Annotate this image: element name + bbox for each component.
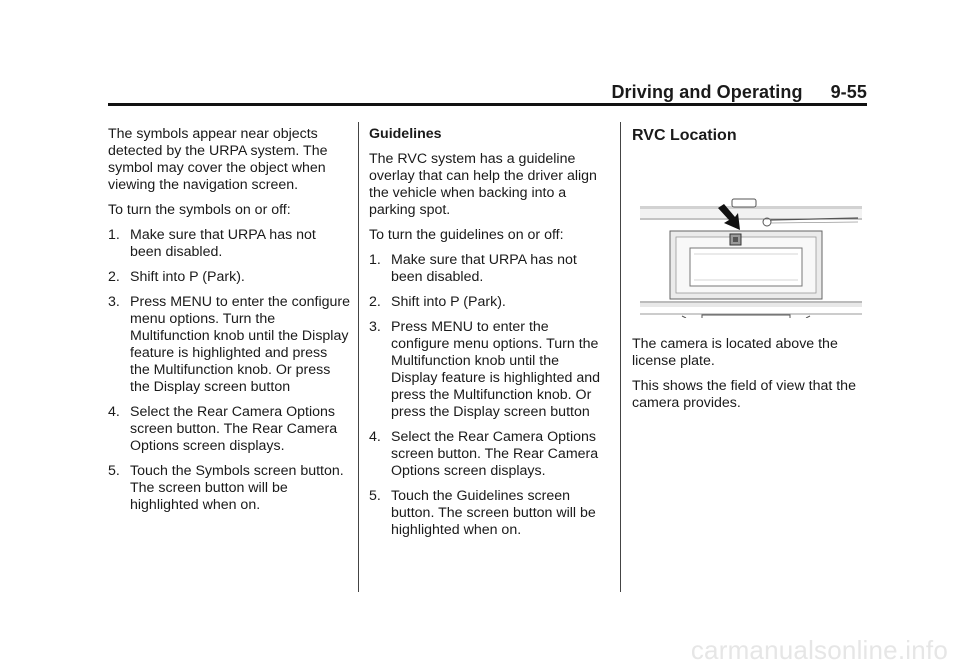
list-item: 1. Make sure that URPA has not been disabled. (369, 252, 577, 285)
symbols-lead: To turn the symbols on or off: (108, 202, 291, 218)
symbols-intro: The symbols appear near objects detected by the URPA system. The symbol may cover the object when viewing the navigation screen. (108, 126, 328, 193)
rear-camera-location-icon (632, 166, 862, 318)
guidelines-intro: The RVC system has a guideline overlay that can help the driver align the vehicle when backing into a parking spot. (369, 151, 597, 218)
list-item: 3. Press MENU to enter the configure menu options. Turn the Multifunction knob until the Display feature is highlighted and press the Multifunction knob. Or press the Display screen button (108, 294, 351, 395)
column-symbols (108, 126, 350, 522)
list-item: 2. Shift into P (Park). (369, 294, 506, 310)
symbols-steps (108, 227, 350, 514)
header-text (611, 82, 867, 103)
list-item: 3. Press MENU to enter the configure menu options. Turn the Multifunction knob until the Display feature is highlighted and press the Multifunction knob. Or press the Display screen button (369, 319, 601, 420)
header-section-title: Driving and Operating (611, 82, 803, 102)
list-item: 5. Touch the Guidelines screen button. The screen button will be highlighted when on. (369, 488, 596, 538)
list-item: 2. Shift into P (Park). (108, 269, 245, 285)
watermark: carmanualsonline.info (690, 635, 948, 665)
list-item: 5. Touch the Symbols screen button. The screen button will be highlighted when on. (108, 463, 344, 513)
column-divider-2 (620, 122, 621, 592)
guidelines-lead: To turn the guidelines on or off: (369, 227, 564, 243)
list-item: 4. Select the Rear Camera Options screen button. The Rear Camera Options screen displays. (369, 429, 599, 479)
guidelines-steps (369, 252, 609, 539)
list-item: 4. Select the Rear Camera Options screen button. The Rear Camera Options screen displays. (108, 404, 338, 454)
list-item: 1. Make sure that URPA has not been disabled. (108, 227, 316, 260)
guidelines-heading: Guidelines (369, 126, 442, 142)
page-header (108, 78, 867, 102)
rvc-location-title: RVC Location (632, 127, 737, 144)
column-rvc-location (632, 126, 864, 420)
rear-camera-figure (632, 166, 862, 318)
column-divider-1 (358, 122, 359, 592)
column-guidelines (369, 126, 609, 547)
header-rule (108, 103, 867, 106)
header-page-number: 9-55 (830, 82, 867, 102)
rvc-caption-location: The camera is located above the license plate. (632, 336, 838, 369)
rvc-caption-field-of-view: This shows the field of view that the camera provides. (632, 378, 856, 411)
